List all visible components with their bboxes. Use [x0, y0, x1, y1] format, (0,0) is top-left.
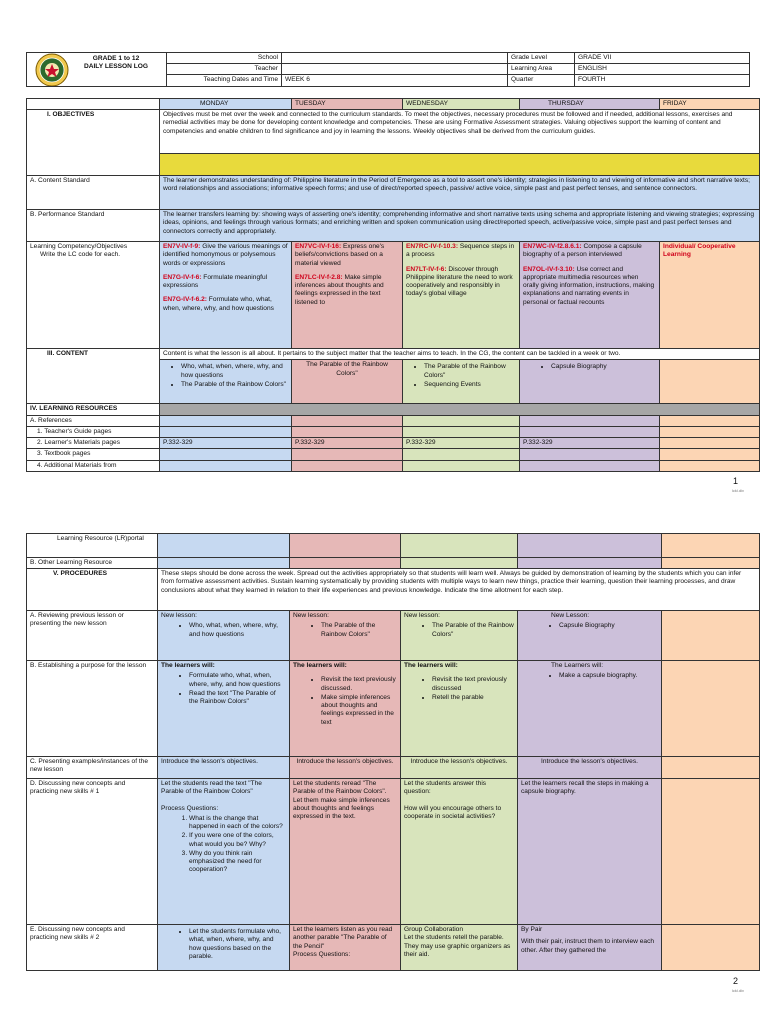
examples-tuesday: Introduce the lesson's objectives. [290, 757, 401, 779]
lm-pages-thursday: P.332-329 [520, 438, 660, 449]
day-header-monday: MONDAY [160, 99, 292, 110]
review-monday: New lesson: • Who, what, when, where, why, and how questions [158, 611, 290, 661]
competency-tuesday: EN7VC-IV-f-16: Express one's beliefs/convictions based on a material viewed EN7LC-IV-f-2.8: Make simple inferences about thoughts and feelings expressed in the text listened to [292, 242, 403, 349]
content-text: Content is what the lesson is all about. It pertains to the subject matter that the teacher aims to teach. In the CG, the content can be tackled in a week or two. [160, 349, 760, 360]
competency-monday: EN7V-IV-f-9: Give the various meanings of identified homonymous or polysemous words or expressions EN7G-IV-f-6: Formulate meaningful expressions EN7G-IV-f-6.2: Formulate who, what, when, where, why, and how questions [160, 242, 292, 349]
school-label: School [167, 53, 282, 64]
competency-label-cell [27, 242, 160, 349]
lesson-log-table-page2 [26, 533, 760, 971]
discuss2-monday: • Let the students formulate who, what, when, where, why, and how questions based on the parable. [158, 925, 290, 971]
teacher-field[interactable] [282, 64, 508, 75]
learners-materials-label: 2. Learner's Materials pages [27, 438, 160, 449]
competency-wednesday: EN7RC-IV-f-10.3: Sequence steps in a process EN7LT-IV-f-6: Discover through Philippine literature the need to work cooperatively and responsibly in today's global village [403, 242, 520, 349]
day-header-thursday: THURSDAY [520, 99, 660, 110]
teacher-label: Teacher [167, 64, 282, 75]
discuss2-wednesday: Group Collaboration Let the students retell the parable. They may use graphic organizers as their aid. [401, 925, 518, 971]
grade-level-label: Grade Level [508, 53, 575, 64]
page-tag-2: lckl.div [732, 988, 745, 993]
procedures-text: These steps should be done across the week. Spread out the activities appropriately so that students will learn well. Always be guided by demonstration of learning by the students which you can infer from formative assessment activities. Sustain learning systematically by providing students with multiple ways to learn new things, practice their learning, question their learning processes, and draw conclusions about what they learned in relation to their life experiences and previous knowledge. Indicate the time allotment for each step. [158, 569, 760, 611]
objectives-text: Objectives must be met over the week and connected to the curriculum standards. To meet the objectives, necessary procedures must be followed and if needed, additional lessons, exercises and remedial activities may be done for developing content knowledge and competencies. These are using Formative Assessment strategies. Valuing objectives support the learning of content and competencies and enable children to find significance and joy in learning the lessons. Weekly objectives shall be derived from the curriculum guides. [160, 110, 760, 154]
quarter-label: Quarter [508, 75, 575, 86]
content-thursday: • Capsule Biography [520, 360, 660, 404]
header-title-cell [27, 53, 167, 87]
content-tuesday: The Parable of the Rainbow Colors" [292, 360, 403, 404]
examples-wednesday: Introduce the lesson's objectives. [401, 757, 518, 779]
lr-portal-label: Learning Resource (LR)portal [27, 534, 158, 558]
objectives-label: I. OBJECTIVES [27, 110, 160, 176]
purpose-thursday: The Learners will: • Make a capsule biography. [518, 661, 662, 757]
teaching-dates-field[interactable]: WEEK 6 [282, 75, 508, 86]
day-header-friday: FRIDAY [660, 99, 760, 110]
examples-monday: Introduce the lesson's objectives. [158, 757, 290, 779]
day-header-tuesday: TUESDAY [292, 99, 403, 110]
content-label: III. CONTENT [27, 349, 160, 404]
competency-sublabel: Write the LC code for each. [40, 251, 121, 259]
learning-area-field[interactable]: ENGLISH [575, 64, 750, 75]
discuss1-wednesday: Let the students answer this question: How will you encourage others to cooperate in societal activities? [401, 779, 518, 925]
header-title-line2: DAILY LESSON LOG [83, 63, 149, 71]
page-number-2: 2 [733, 976, 739, 986]
page-tag-1: lckl.div [732, 488, 745, 493]
content-friday [660, 360, 760, 404]
review-thursday: New Lesson: • Capsule Biography [518, 611, 662, 661]
purpose-monday: The learners will: • Formulate who, what, when, where, why, and how questions • Read the text "The Parable of the Rainbow Colors" [158, 661, 290, 757]
performance-standard-label: B. Performance Standard [27, 210, 160, 242]
purpose-tuesday: The learners will: • Revisit the text previously discussed. • Make simple inferences about thoughts and feelings expressed in the text [290, 661, 401, 757]
lm-pages-tuesday: P.332-329 [292, 438, 403, 449]
discuss2-thursday: By Pair With their pair, instruct them to interview each other. After they gathered the [518, 925, 662, 971]
teachers-guide-label: 1. Teacher's Guide pages [27, 426, 160, 437]
discuss1-tuesday: Let the students reread "The Parable of the Rainbow Colors". Let them make simple inferences about thoughts and feelings expressed in the text. [290, 779, 401, 925]
school-field[interactable] [282, 53, 508, 64]
quarter-field[interactable]: FOURTH [575, 75, 750, 86]
discuss1-thursday: Let the learners recall the steps in making a capsule biography. [518, 779, 662, 925]
textbook-pages-label: 3. Textbook pages [27, 449, 160, 460]
discuss2-tuesday: Let the learners listen as you read another parable "The Parable of the Pencil" Process Questions: [290, 925, 401, 971]
header-table [26, 52, 750, 87]
header-title-line1: GRADE 1 to 12 [92, 55, 140, 62]
procedures-label: V. PROCEDURES [27, 569, 158, 611]
additional-materials-label: 4. Additional Materials from [27, 460, 160, 471]
review-wednesday: New lesson: • The Parable of the Rainbow Colors" [401, 611, 518, 661]
competency-thursday: EN7WC-IV-f2.8.6.1: Compose a capsule biography of a person interviewed EN7OL-IV-f-3.10: Use correct and appropriate multimedia resources when orally giving information, instructions, making explanations and narrating events in personal or factual recounts [520, 242, 660, 349]
discuss1-label: D. Discussing new concepts and practicing new skills # 1 [27, 779, 158, 925]
page-number-1: 1 [733, 476, 739, 486]
purpose-label: B. Establishing a purpose for the lesson [27, 661, 158, 757]
content-wednesday: • The Parable of the Rainbow Colors" • Sequencing Events [403, 360, 520, 404]
examples-label: C. Presenting examples/instances of the new lesson [27, 757, 158, 779]
lesson-log-table-page1 [26, 98, 760, 472]
teaching-dates-label: Teaching Dates and Time [167, 75, 282, 86]
references-label: A. References [27, 415, 160, 426]
learning-resources-bar [160, 404, 760, 415]
discuss2-label: E. Discussing new concepts and practicing new skills # 2 [27, 925, 158, 971]
content-standard-text: The learner demonstrates understanding of: Philippine literature in the Period of Emergence as a tool to assert one's identity; strategies in listening to and viewing of informative and short narrative texts; word relationships and associations; informative speech forms; and use of direct/reported speech, passive/ active voice, simple past and past perfect tenses, and sentence connectors. [160, 176, 760, 210]
performance-standard-text: The learner transfers learning by: showing ways of asserting one's identity; comprehending informative and short narrative texts using schema and appropriate listening and viewing strategies; expressing ideas, opinions, and feelings through various formats; and enriching written and spoken communication using direct/reported speech, active/passive voice, simple past and past perfect tenses and connectors correctly and appropriately. [160, 210, 760, 242]
content-standard-label: A. Content Standard [27, 176, 160, 210]
content-monday: • Who, what, when, where, why, and how questions • The Parable of the Rainbow Colors" [160, 360, 292, 404]
discuss1-monday: Let the students read the text "The Parable of the Rainbow Colors" Process Questions: 1. What is the change that happened in each of the colors? 2. If you were one of the colors, what would you be? Why? 3. Why do you think rain emphasized the need for cooperation? [158, 779, 290, 925]
grade-level-field[interactable]: GRADE VII [575, 53, 750, 64]
examples-thursday: Introduce the lesson's objectives. [518, 757, 662, 779]
day-header-blank [27, 99, 160, 110]
objectives-highlight-row [160, 154, 760, 176]
lm-pages-wednesday: P.332-329 [403, 438, 520, 449]
review-label: A. Reviewing previous lesson or presenting the new lesson [27, 611, 158, 661]
learning-resources-label: IV. LEARNING RESOURCES [27, 404, 160, 415]
competency-friday: Individual/ Cooperative Learning [660, 242, 760, 349]
purpose-wednesday: The learners will: • Revisit the text previously discussed • Retell the parable [401, 661, 518, 757]
learning-area-label: Learning Area [508, 64, 575, 75]
lm-pages-monday: P.332-329 [160, 438, 292, 449]
review-tuesday: New lesson: • The Parable of the Rainbow Colors" [290, 611, 401, 661]
competency-label: Learning Competency/Objectives [30, 243, 128, 251]
other-resource-label: B. Other Learning Resource [27, 558, 158, 569]
day-header-wednesday: WEDNESDAY [403, 99, 520, 110]
